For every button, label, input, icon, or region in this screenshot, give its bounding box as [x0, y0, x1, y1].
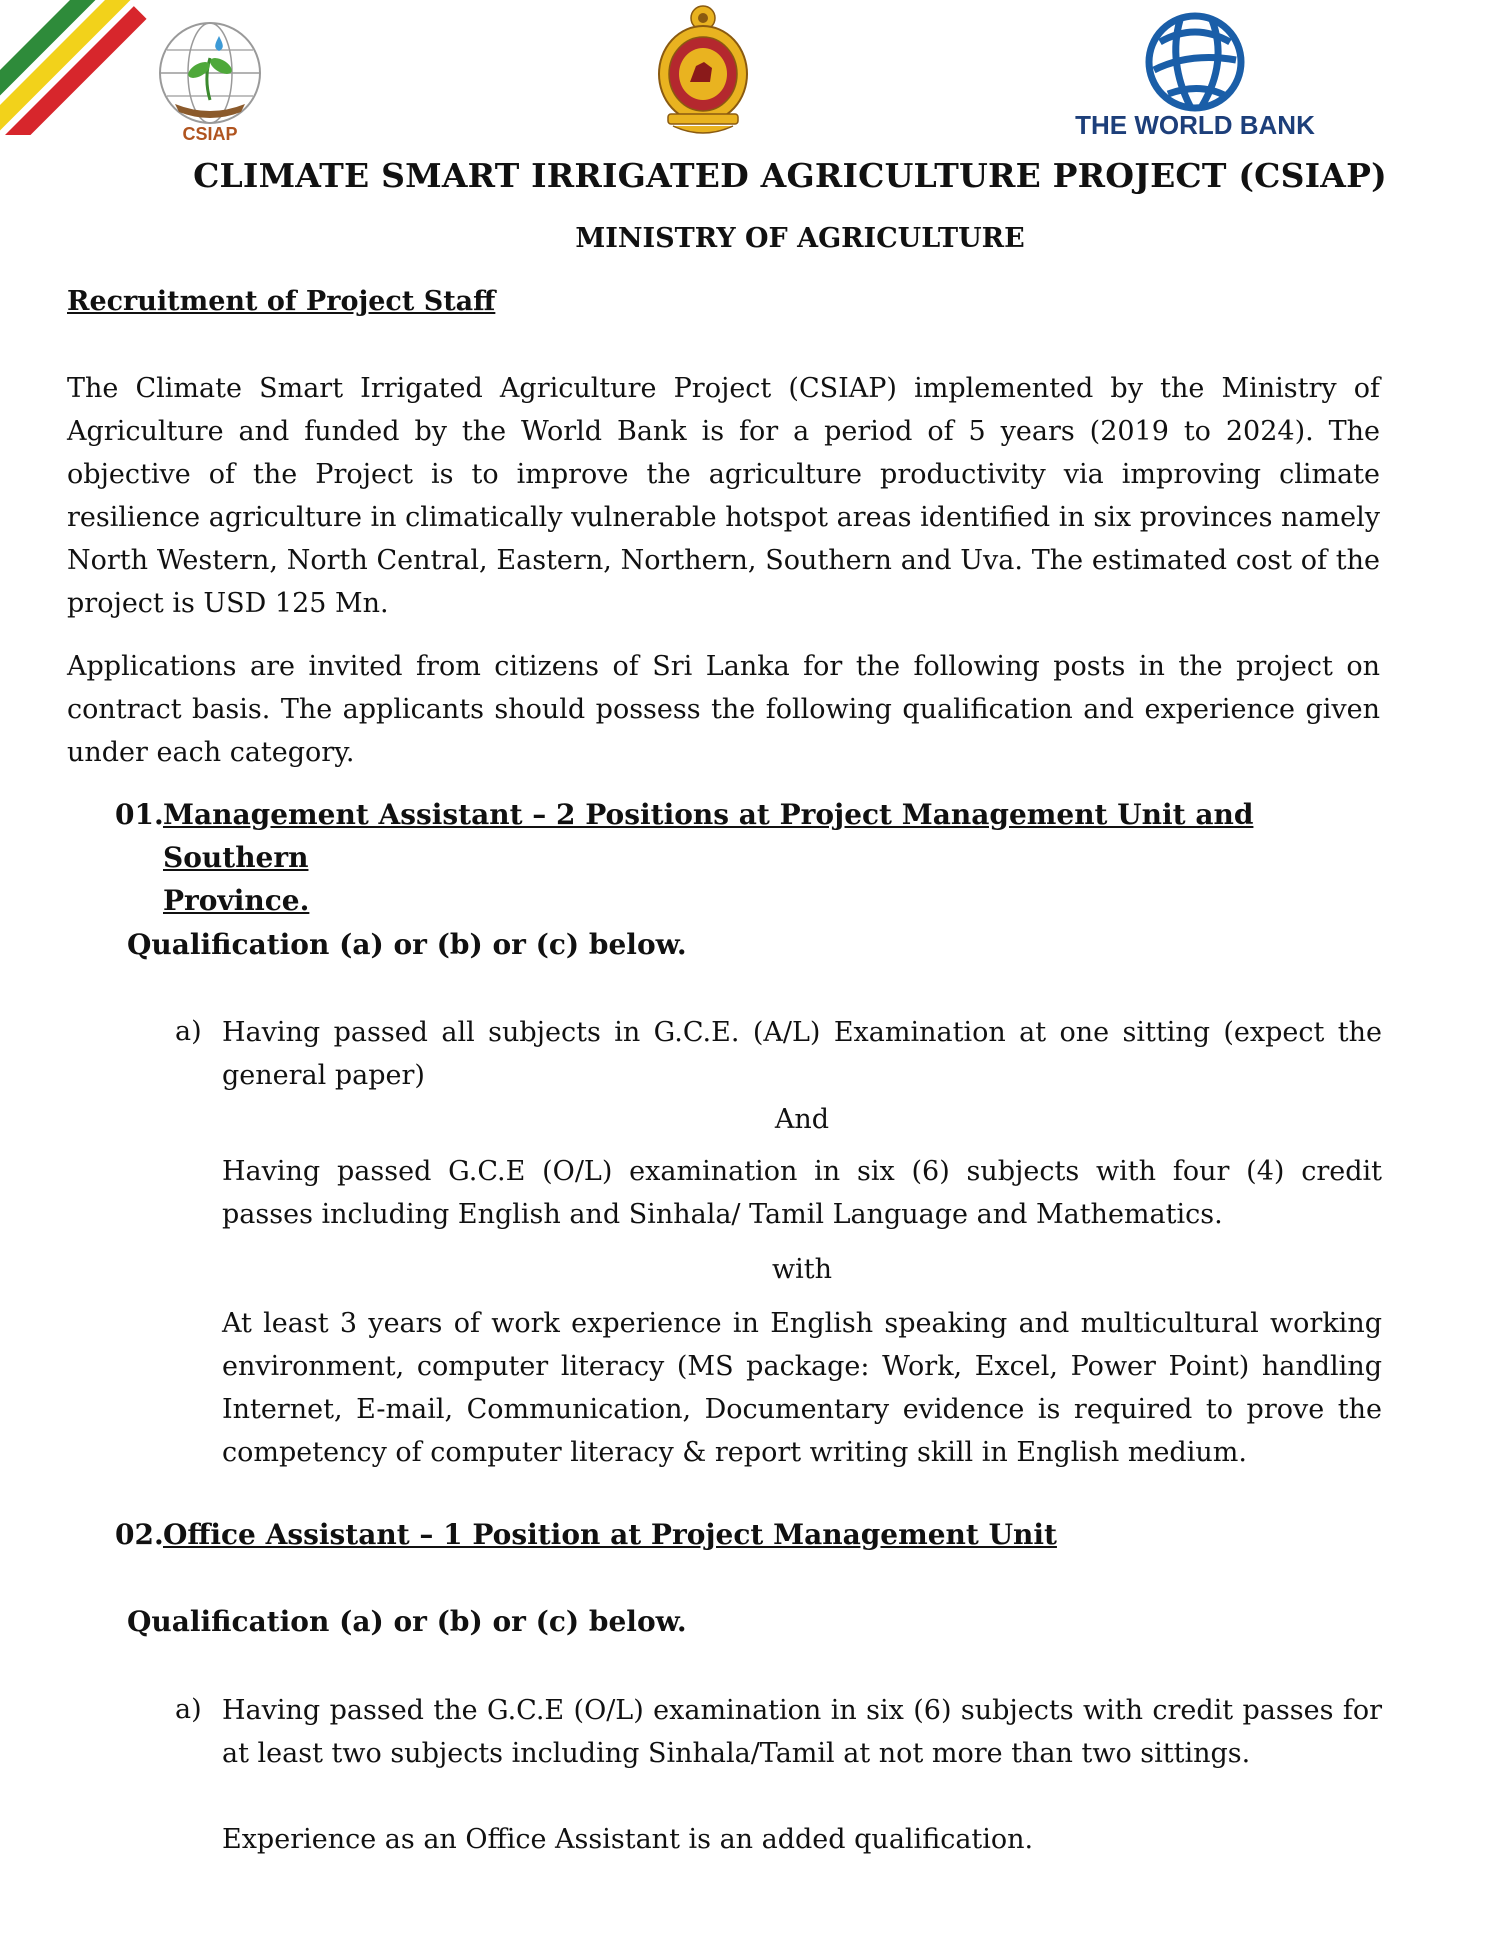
- position-number: 02.: [115, 1518, 164, 1551]
- qualification-text: Having passed G.C.E (O/L) examination in six (6) subjects with four (4) credit passes including English and Sinhala/ Tamil Language and Mathematics.: [222, 1156, 1382, 1230]
- qualification-text: Having passed the G.C.E (O/L) examination in six (6) subjects with credit passes for at least two subjects including Sinhala/Tamil at not more than two sittings.: [222, 1695, 1382, 1769]
- connector-with: with: [772, 1254, 832, 1285]
- qualification-heading: Qualification (a) or (b) or (c) below.: [127, 1605, 687, 1638]
- csiap-logo: [145, 18, 275, 143]
- position-title-line: Province.: [163, 884, 310, 917]
- national-emblem: [648, 2, 758, 142]
- position-title: [163, 793, 1383, 922]
- qualification-text: Having passed all subjects in G.C.E. (A/L) Examination at one sitting (expect the general paper): [222, 1017, 1382, 1091]
- section-heading: Recruitment of Project Staff: [67, 286, 496, 317]
- world-bank-text: THE WORLD BANK: [1075, 110, 1315, 140]
- item-label: a): [175, 1694, 202, 1725]
- world-bank-logo: [1050, 12, 1340, 147]
- ministry-subtitle: MINISTRY OF AGRICULTURE: [575, 223, 1025, 254]
- position-title-line: Management Assistant – 2 Positions at Project Management Unit and Southern: [163, 798, 1254, 874]
- csiap-logo-text: CSIAP: [182, 124, 238, 143]
- globe-plant-icon: [145, 18, 275, 143]
- qualification-text: At least 3 years of work experience in English speaking and multicultural working environment, computer literacy (MS package: Work, Excel, Power Point) handling Internet, E-mail, Communication, Documentary evidence is required to prove the competency of computer literacy & report writing skill in English medium.: [222, 1308, 1382, 1468]
- qualification-heading: Qualification (a) or (b) or (c) below.: [127, 928, 687, 961]
- document-title: CLIMATE SMART IRRIGATED AGRICULTURE PROJECT (CSIAP): [193, 156, 1387, 195]
- intro-paragraph: The Climate Smart Irrigated Agriculture Project (CSIAP) implemented by the Ministry of Agriculture and funded by the World Bank is for a period of 5 years (2019 to 2024). The objective of the Project is to improve the agriculture productivity via improving climate resilience agriculture in climatically vulnerable hotspot areas identified in six provinces namely North Western, North Central, Eastern, Northern, Southern and Uva. The estimated cost of the project is USD 125 Mn.: [67, 373, 1380, 619]
- position-number: 01.: [115, 798, 164, 831]
- emblem-icon: [648, 2, 758, 142]
- position-title: Office Assistant – 1 Position at Project Management Unit: [163, 1518, 1057, 1551]
- intro-paragraph: Applications are invited from citizens of Sri Lanka for the following posts in the project on contract basis. The applicants should possess the following qualification and experience given under each category.: [67, 651, 1380, 768]
- connector-and: And: [774, 1104, 830, 1135]
- item-label: a): [175, 1016, 202, 1047]
- corner-flag-decoration: [0, 0, 160, 135]
- qualification-text: Experience as an Office Assistant is an added qualification.: [222, 1824, 1034, 1855]
